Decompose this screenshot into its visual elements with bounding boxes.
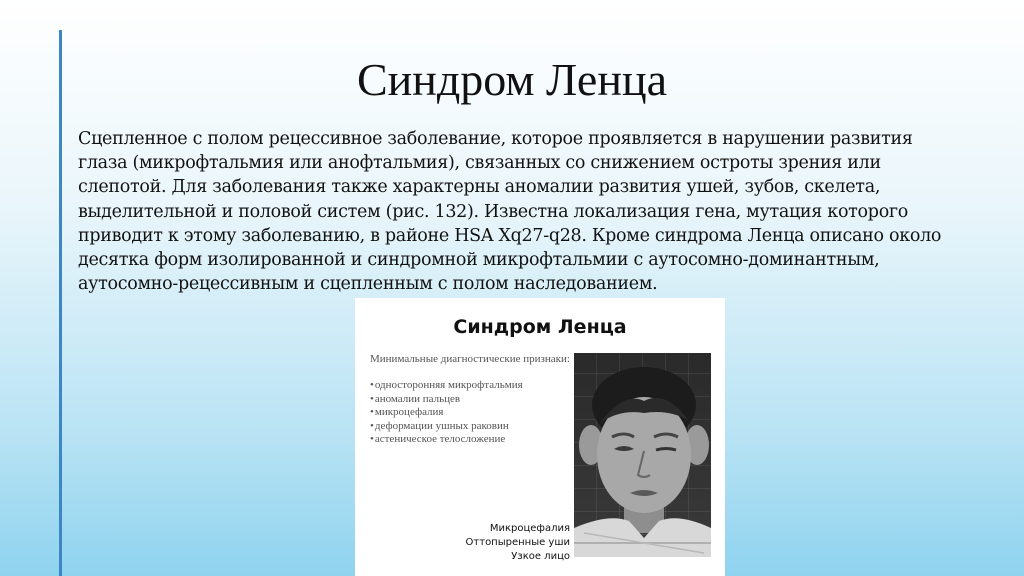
child-portrait-icon [574, 353, 711, 557]
criteria-item: • аномалии пальцев [370, 393, 575, 406]
accent-bar [59, 30, 62, 576]
figure-title: Синдром Ленца [453, 316, 627, 338]
caption-line: Микроцефалия [489, 523, 570, 534]
criteria-item: • деформации ушных раковин [370, 420, 575, 433]
slide-title: Синдром Ленца [356, 54, 667, 105]
diagnostic-criteria [370, 353, 575, 446]
criteria-item: • микроцефалия [370, 406, 575, 419]
caption-line: Оттопыренные уши [465, 537, 570, 548]
criteria-item: • астеническое телосложение [370, 433, 575, 446]
criteria-list [370, 379, 575, 446]
criteria-heading: Минимальные диагностические признаки: [370, 353, 570, 365]
slide-paragraph: Сцепленное с полом рецессивное заболевание, которое проявляется в нарушении развития глаза (микрофтальмия или анофтальмия), связанных со снижением остроты зрения или слепотой. Для заболевания также характерны аномалии развития ушей, зубов, скелета, выделительной и половой систем (рис. 132). Известна локализация гена, мутация которого приводит к этому заболеванию, в районе HSA Xq27-q28. Кроме синдрома Ленца описано около десятка форм изолированной и синдромной микрофтальмии с аутосомно-доминантным, аутосомно-рецессивным и сцепленным с полом наследованием. [78, 129, 942, 295]
figure-panel [355, 298, 725, 576]
criteria-item: • односторонняя микрофтальмия [370, 379, 575, 392]
figure-caption [466, 522, 570, 564]
caption-line: Узкое лицо [511, 551, 570, 562]
patient-photo [574, 353, 711, 557]
